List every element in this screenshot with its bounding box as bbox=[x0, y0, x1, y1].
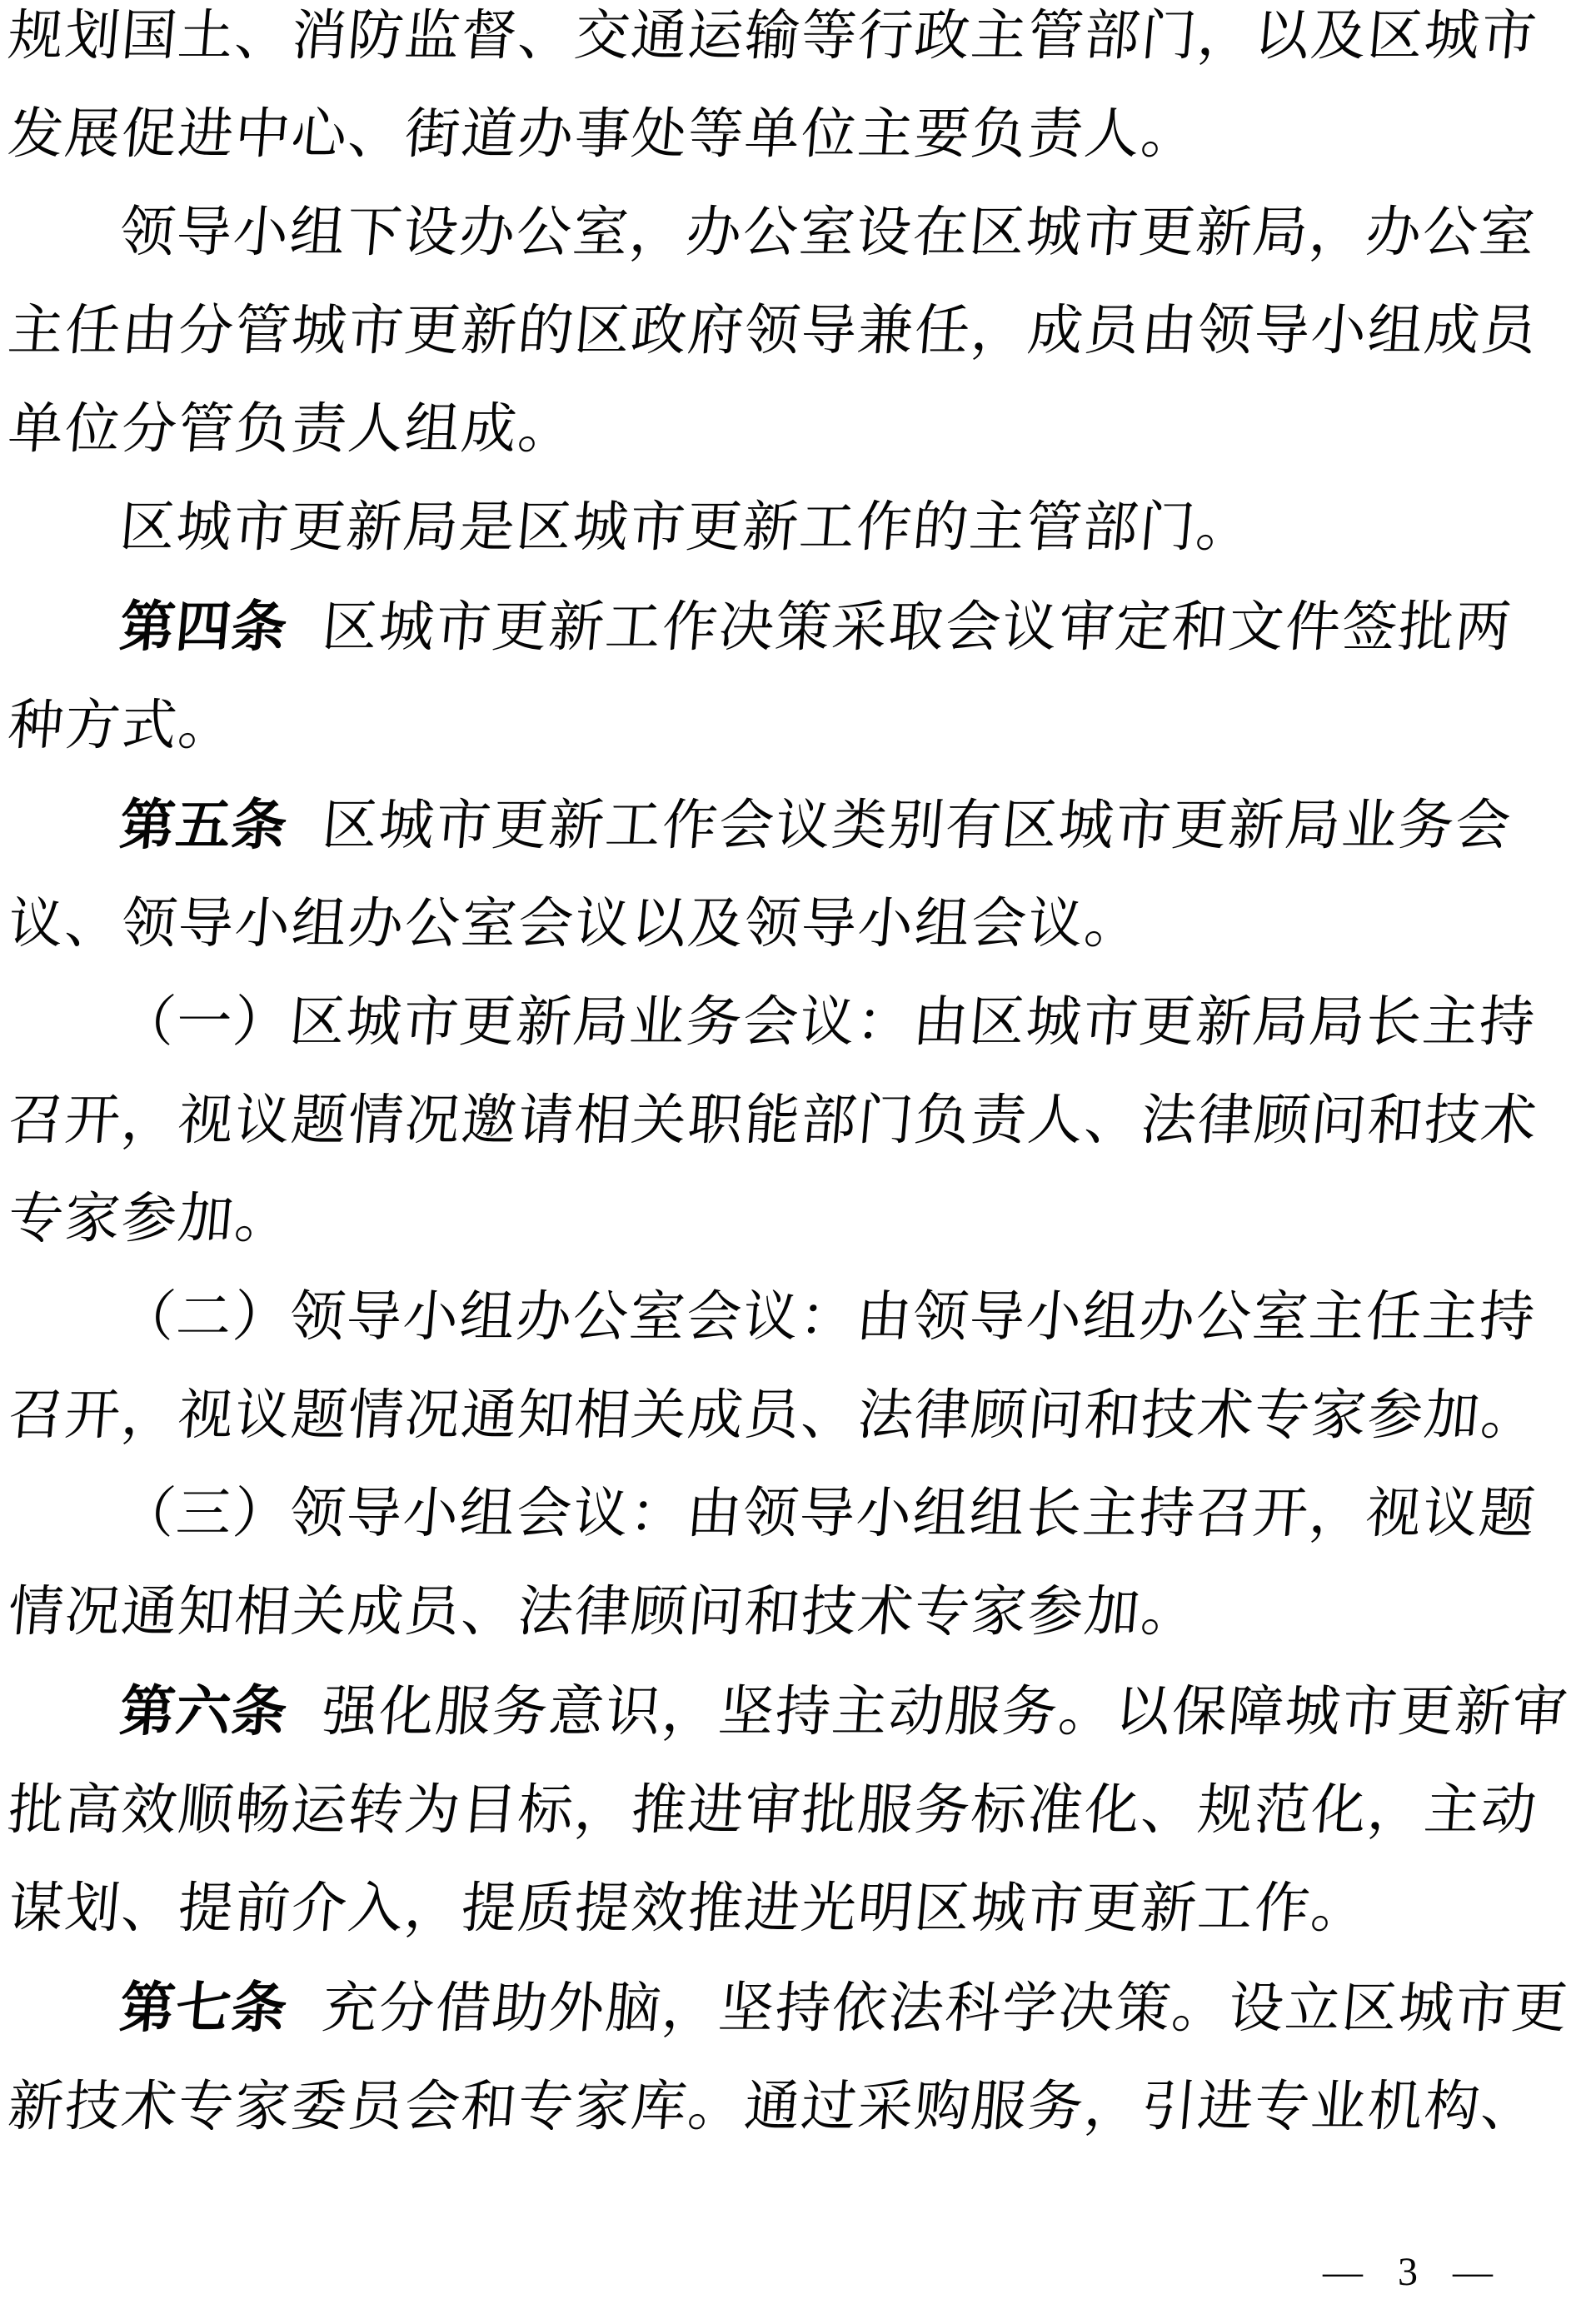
text-line bbox=[4, 974, 1579, 1072]
line-text: 区城市更新局是区城市更新工作的主管部门。 bbox=[117, 497, 1256, 558]
line-text: 发展促进中心、街道办事处等单位主要负责人。 bbox=[5, 104, 1201, 165]
line-text: 谋划、提前介入，提质提效推进光明区城市更新工作。 bbox=[5, 1878, 1371, 1939]
text-line bbox=[4, 86, 1579, 184]
line-text: 区城市更新工作决策采取会议审定和文件签批两 bbox=[319, 597, 1515, 658]
line-text: 区城市更新工作会议类别有区城市更新局业务会 bbox=[319, 795, 1515, 856]
line-text: 主任由分管城市更新的区政府领导兼任，成员由领导小组成员 bbox=[5, 301, 1541, 362]
line-text: 专家参加。 bbox=[5, 1189, 295, 1249]
line-text: 种方式。 bbox=[5, 696, 238, 756]
text-line bbox=[4, 577, 1579, 677]
line-text: 领导小组下设办公室，办公室设在区城市更新局，办公室 bbox=[117, 202, 1539, 263]
text-line bbox=[4, 0, 1579, 86]
text-line bbox=[4, 184, 1579, 282]
line-text: （二）领导小组办公室会议：由领导小组办公室主任主持 bbox=[117, 1287, 1539, 1348]
text-line bbox=[4, 1170, 1579, 1269]
line-text: （三）领导小组会议：由领导小组组长主持召开，视议题 bbox=[117, 1484, 1539, 1544]
text-line bbox=[4, 775, 1579, 875]
document-body bbox=[5, 0, 1574, 2157]
article-number: 第五条 bbox=[117, 794, 291, 855]
text-line bbox=[4, 282, 1579, 381]
line-text: 召开，视议题情况通知相关成员、法律顾问和技术专家参加。 bbox=[5, 1385, 1541, 1446]
line-text: 单位分管负责人组成。 bbox=[5, 399, 578, 460]
text-line bbox=[4, 677, 1579, 775]
text-line bbox=[4, 1662, 1579, 1762]
text-line bbox=[4, 1958, 1579, 2058]
text-line bbox=[4, 381, 1579, 479]
article-number: 第七条 bbox=[117, 1977, 291, 2038]
line-text: 情况通知相关成员、法律顾问和技术专家参加。 bbox=[5, 1582, 1201, 1643]
line-text: 强化服务意识，坚持主动服务。以保障城市更新审 bbox=[319, 1682, 1572, 1743]
text-line bbox=[4, 2058, 1579, 2157]
line-text: 批高效顺畅运转为目标，推进审批服务标准化、规范化，主动 bbox=[5, 1780, 1541, 1841]
text-line bbox=[4, 1367, 1579, 1465]
line-text: 规划国土、消防监督、交通运输等行政主管部门，以及区城市 bbox=[5, 6, 1541, 67]
text-line bbox=[4, 1072, 1579, 1170]
page-number: — 3 — bbox=[1323, 2250, 1499, 2294]
line-text: 充分借助外脑，坚持依法科学决策。设立区城市更 bbox=[319, 1978, 1572, 2039]
text-line bbox=[4, 1563, 1579, 1662]
line-text: 新技术专家委员会和专家库。通过采购服务，引进专业机构、 bbox=[5, 2077, 1541, 2137]
line-text: （一）区城市更新局业务会议：由区城市更新局局长主持 bbox=[117, 992, 1539, 1053]
text-line bbox=[4, 479, 1579, 577]
article-number: 第四条 bbox=[117, 596, 291, 657]
text-line bbox=[4, 1465, 1579, 1563]
line-text: 召开，视议题情况邀请相关职能部门负责人、法律顾问和技术 bbox=[5, 1090, 1541, 1151]
text-line bbox=[4, 1860, 1579, 1958]
text-line bbox=[4, 1762, 1579, 1860]
text-line bbox=[4, 1269, 1579, 1367]
article-number: 第六条 bbox=[117, 1680, 291, 1742]
text-line bbox=[4, 875, 1579, 974]
line-text: 议、领导小组办公室会议以及领导小组会议。 bbox=[5, 894, 1145, 955]
